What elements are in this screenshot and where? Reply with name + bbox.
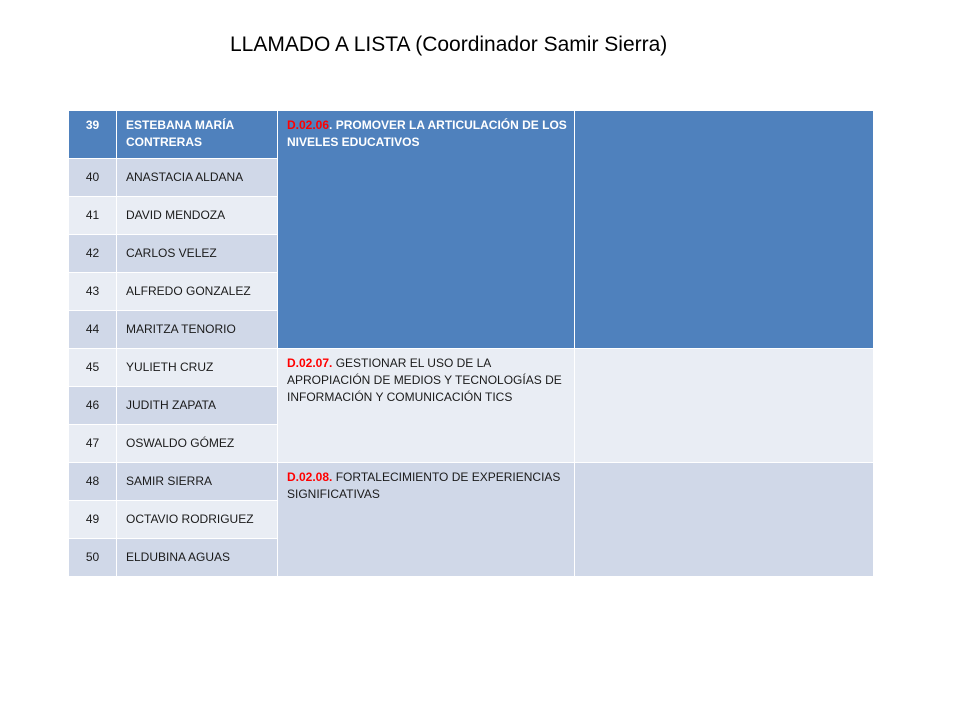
row-name: DAVID MENDOZA (117, 197, 278, 235)
topic-text: GESTIONAR EL USO DE LA APROPIACIÓN DE MEDIOS Y TECNOLOGÍAS DE INFORMACIÓN Y COMUNICACIÓN TICS (287, 356, 562, 404)
row-number: 41 (69, 197, 117, 235)
topic-cell (278, 111, 575, 349)
row-number: 46 (69, 387, 117, 425)
row-name: OCTAVIO RODRIGUEZ (117, 501, 278, 539)
row-number: 50 (69, 539, 117, 577)
topic-text: . PROMOVER LA ARTICULACIÓN DE LOS NIVELES EDUCATIVOS (287, 118, 567, 149)
row-number: 42 (69, 235, 117, 273)
row-number: 47 (69, 425, 117, 463)
row-name: OSWALDO GÓMEZ (117, 425, 278, 463)
row-name: ANASTACIA ALDANA (117, 159, 278, 197)
row-number: 48 (69, 463, 117, 501)
extra-cell (575, 463, 874, 577)
slide-title: LLAMADO A LISTA (Coordinador Samir Sierra) (230, 33, 668, 56)
row-number: 40 (69, 159, 117, 197)
row-number: 39 (69, 111, 117, 159)
extra-cell (575, 349, 874, 463)
row-name: JUDITH ZAPATA (117, 387, 278, 425)
extra-cell (575, 111, 874, 349)
topic-cell (278, 349, 575, 463)
topic-text: FORTALECIMIENTO DE EXPERIENCIAS SIGNIFICATIVAS (287, 470, 561, 501)
topic-code: D.02.08. (287, 470, 333, 484)
row-number: 44 (69, 311, 117, 349)
row-name: ELDUBINA AGUAS (117, 539, 278, 577)
row-name: ALFREDO GONZALEZ (117, 273, 278, 311)
topic-code: D.02.07. (287, 356, 333, 370)
row-name: ESTEBANA MARÍA CONTRERAS (117, 111, 278, 159)
row-number: 43 (69, 273, 117, 311)
row-name: CARLOS VELEZ (117, 235, 278, 273)
topic-code: D.02.06 (287, 118, 330, 132)
row-name: YULIETH CRUZ (117, 349, 278, 387)
row-name: MARITZA TENORIO (117, 311, 278, 349)
roll-call-table (68, 110, 874, 577)
topic-cell (278, 463, 575, 577)
row-number: 45 (69, 349, 117, 387)
table-row (69, 463, 874, 501)
row-name: SAMIR SIERRA (117, 463, 278, 501)
row-number: 49 (69, 501, 117, 539)
table-row (69, 111, 874, 159)
table-row (69, 349, 874, 387)
